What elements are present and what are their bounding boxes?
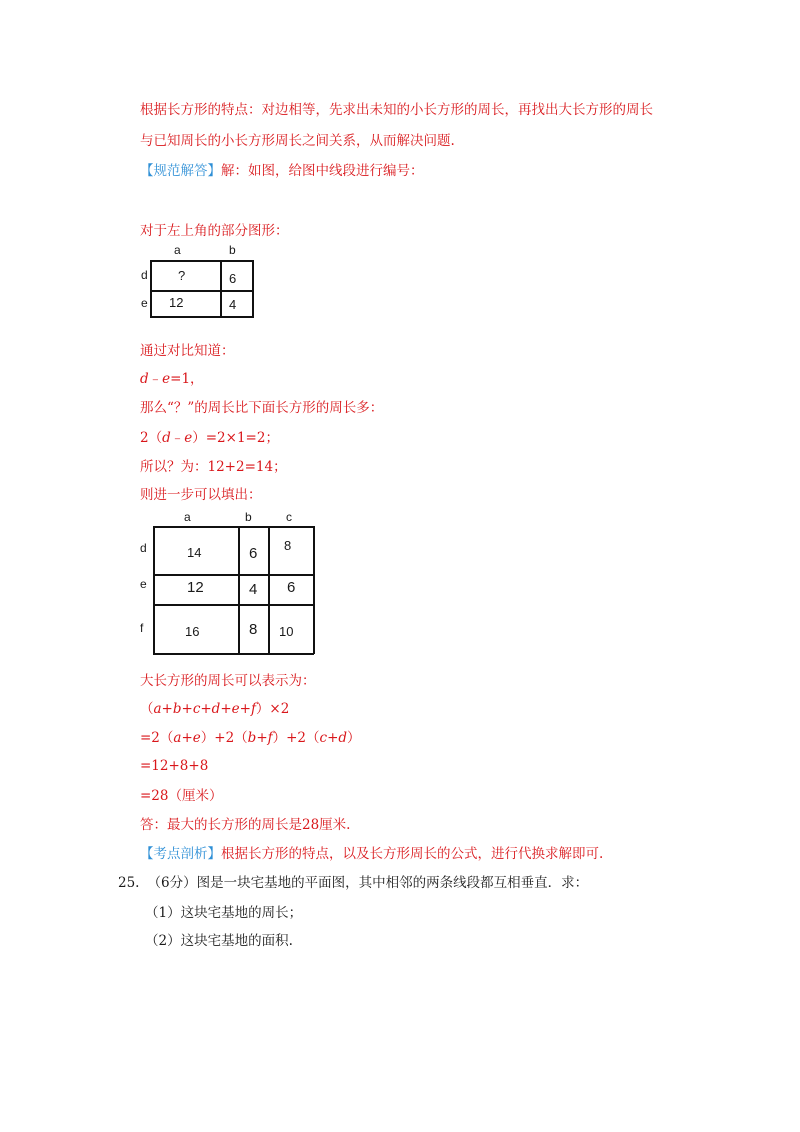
formula-line-2: =2（a+e）+2（b+f）+2（c+d） bbox=[140, 730, 361, 746]
perimeter-difference-line: 2（d﹣e）=2×1=2； bbox=[140, 430, 279, 446]
difference-line: d﹣e=1， bbox=[140, 371, 204, 387]
answer-line: 答：最大的长方形的周长是28厘米. bbox=[140, 817, 351, 833]
analysis-text: 根据长方形的特点，以及长方形周长的公式，进行代换求解即可. bbox=[221, 846, 604, 862]
explanation-line-2: 与已知周长的小长方形周长之间关系，从而解决问题. bbox=[140, 133, 455, 149]
formula-line-4: =28（厘米） bbox=[140, 788, 223, 804]
big-grid-row-label: f bbox=[140, 621, 144, 635]
small-grid-col-label: a bbox=[174, 243, 181, 257]
sub-question-1: （1）这块宅基地的周长； bbox=[145, 905, 303, 921]
big-grid-cell: 12 bbox=[187, 579, 204, 596]
big-grid-cell: 8 bbox=[249, 621, 258, 638]
small-grid-col-label: b bbox=[229, 243, 236, 257]
sub-question-2: （2）这块宅基地的面积. bbox=[145, 933, 293, 949]
big-grid-cell: 8 bbox=[284, 538, 292, 553]
small-grid-row-label: d bbox=[141, 268, 148, 282]
formula-line-1: （a+b+c+d+e+f）×2 bbox=[140, 701, 290, 717]
big-grid-row-label: d bbox=[140, 541, 147, 555]
big-rect-perimeter-caption: 大长方形的周长可以表示为： bbox=[140, 673, 316, 689]
big-grid-col-label: b bbox=[245, 510, 252, 524]
solution-intro: 解：如图，给图中线段进行编号： bbox=[221, 163, 424, 179]
big-grid-col-label: c bbox=[286, 510, 292, 524]
explanation-line-1: 根据长方形的特点：对边相等，先求出未知的小长方形的周长，再找出大长方形的周长 bbox=[140, 102, 653, 118]
big-grid-cell: 10 bbox=[279, 624, 294, 639]
small-grid-cell: 6 bbox=[229, 271, 237, 286]
question-number: 25. bbox=[118, 875, 140, 891]
comparison-caption: 通过对比知道： bbox=[140, 343, 235, 359]
question-mark-value-line: 所以？为：12+2=14； bbox=[140, 459, 287, 475]
big-grid-cell: 6 bbox=[249, 545, 258, 562]
small-grid-row-label: e bbox=[141, 296, 148, 310]
analysis-line bbox=[140, 845, 603, 863]
solution-heading bbox=[140, 162, 424, 180]
small-grid-cell: 12 bbox=[169, 295, 184, 310]
question-25 bbox=[118, 874, 588, 892]
top-left-part-caption: 对于左上角的部分图形： bbox=[140, 223, 289, 239]
small-grid-cell: ? bbox=[178, 268, 186, 283]
big-grid-row-label: e bbox=[140, 577, 147, 591]
solution-tag: 【规范解答】 bbox=[140, 163, 221, 179]
fill-further-caption: 则进一步可以填出： bbox=[140, 487, 262, 503]
small-grid-cell: 4 bbox=[229, 297, 237, 312]
question-text: （6分）图是一块宅基地的平面图，其中相邻的两条线段都互相垂直．求： bbox=[147, 875, 589, 891]
big-grid-cell: 14 bbox=[187, 545, 202, 560]
formula-line-3: =12+8+8 bbox=[140, 758, 209, 774]
perimeter-more-caption: 那么“？”的周长比下面长方形的周长多： bbox=[140, 400, 384, 416]
big-grid-cell: 4 bbox=[249, 581, 258, 598]
big-grid-cell: 6 bbox=[287, 579, 296, 596]
analysis-tag: 【考点剖析】 bbox=[140, 846, 221, 862]
big-grid-cell: 16 bbox=[185, 624, 200, 639]
big-grid-col-label: a bbox=[184, 510, 191, 524]
